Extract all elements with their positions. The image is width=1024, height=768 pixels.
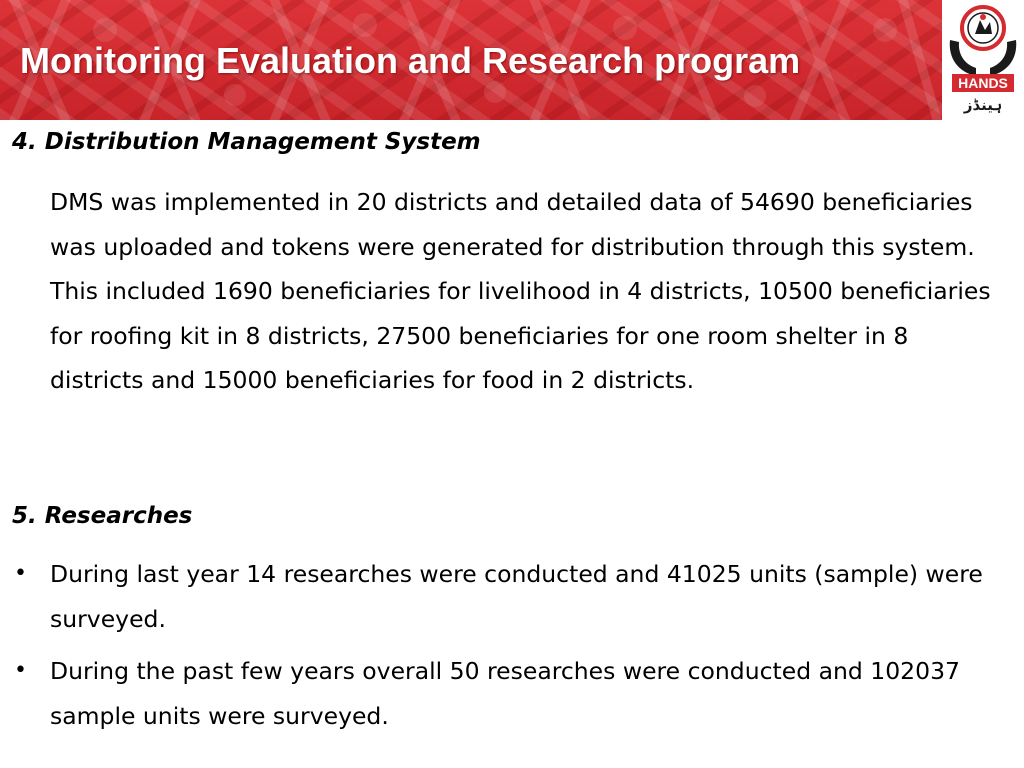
hands-logo-icon — [942, 0, 1024, 120]
list-item — [14, 649, 1008, 738]
bullet-icon: • — [14, 561, 27, 586]
slide-content — [0, 120, 1024, 768]
bullet-icon: • — [14, 658, 27, 683]
bullet-text: During last year 14 researches were conducted and 41025 units (sample) were surveyed. — [50, 560, 983, 633]
list-item — [14, 552, 1008, 641]
logo-wordmark: HANDS — [958, 75, 1008, 91]
dms-paragraph: DMS was implemented in 20 districts and detailed data of 54690 beneficiaries was uploaded and tokens were generated for distribution through this system. This included 1690 beneficiaries for livelihood in 4 districts, 10500 beneficiaries for roofing kit in 8 districts, 27500 beneficiaries for one room shelter in 8 districts and 15000 beneficiaries for food in 2 districts. — [50, 188, 991, 394]
header-banner — [0, 0, 1024, 120]
hands-logo — [942, 0, 1024, 120]
section-heading-researches: 5. Researches — [12, 503, 193, 529]
page-title: Monitoring Evaluation and Research program — [20, 40, 801, 81]
section-heading-dms: 4. Distribution Management System — [12, 129, 481, 155]
bullet-text: During the past few years overall 50 researches were conducted and 102037 sample units were surveyed. — [50, 657, 960, 730]
logo-script-text: ہینڈز — [963, 96, 1003, 114]
